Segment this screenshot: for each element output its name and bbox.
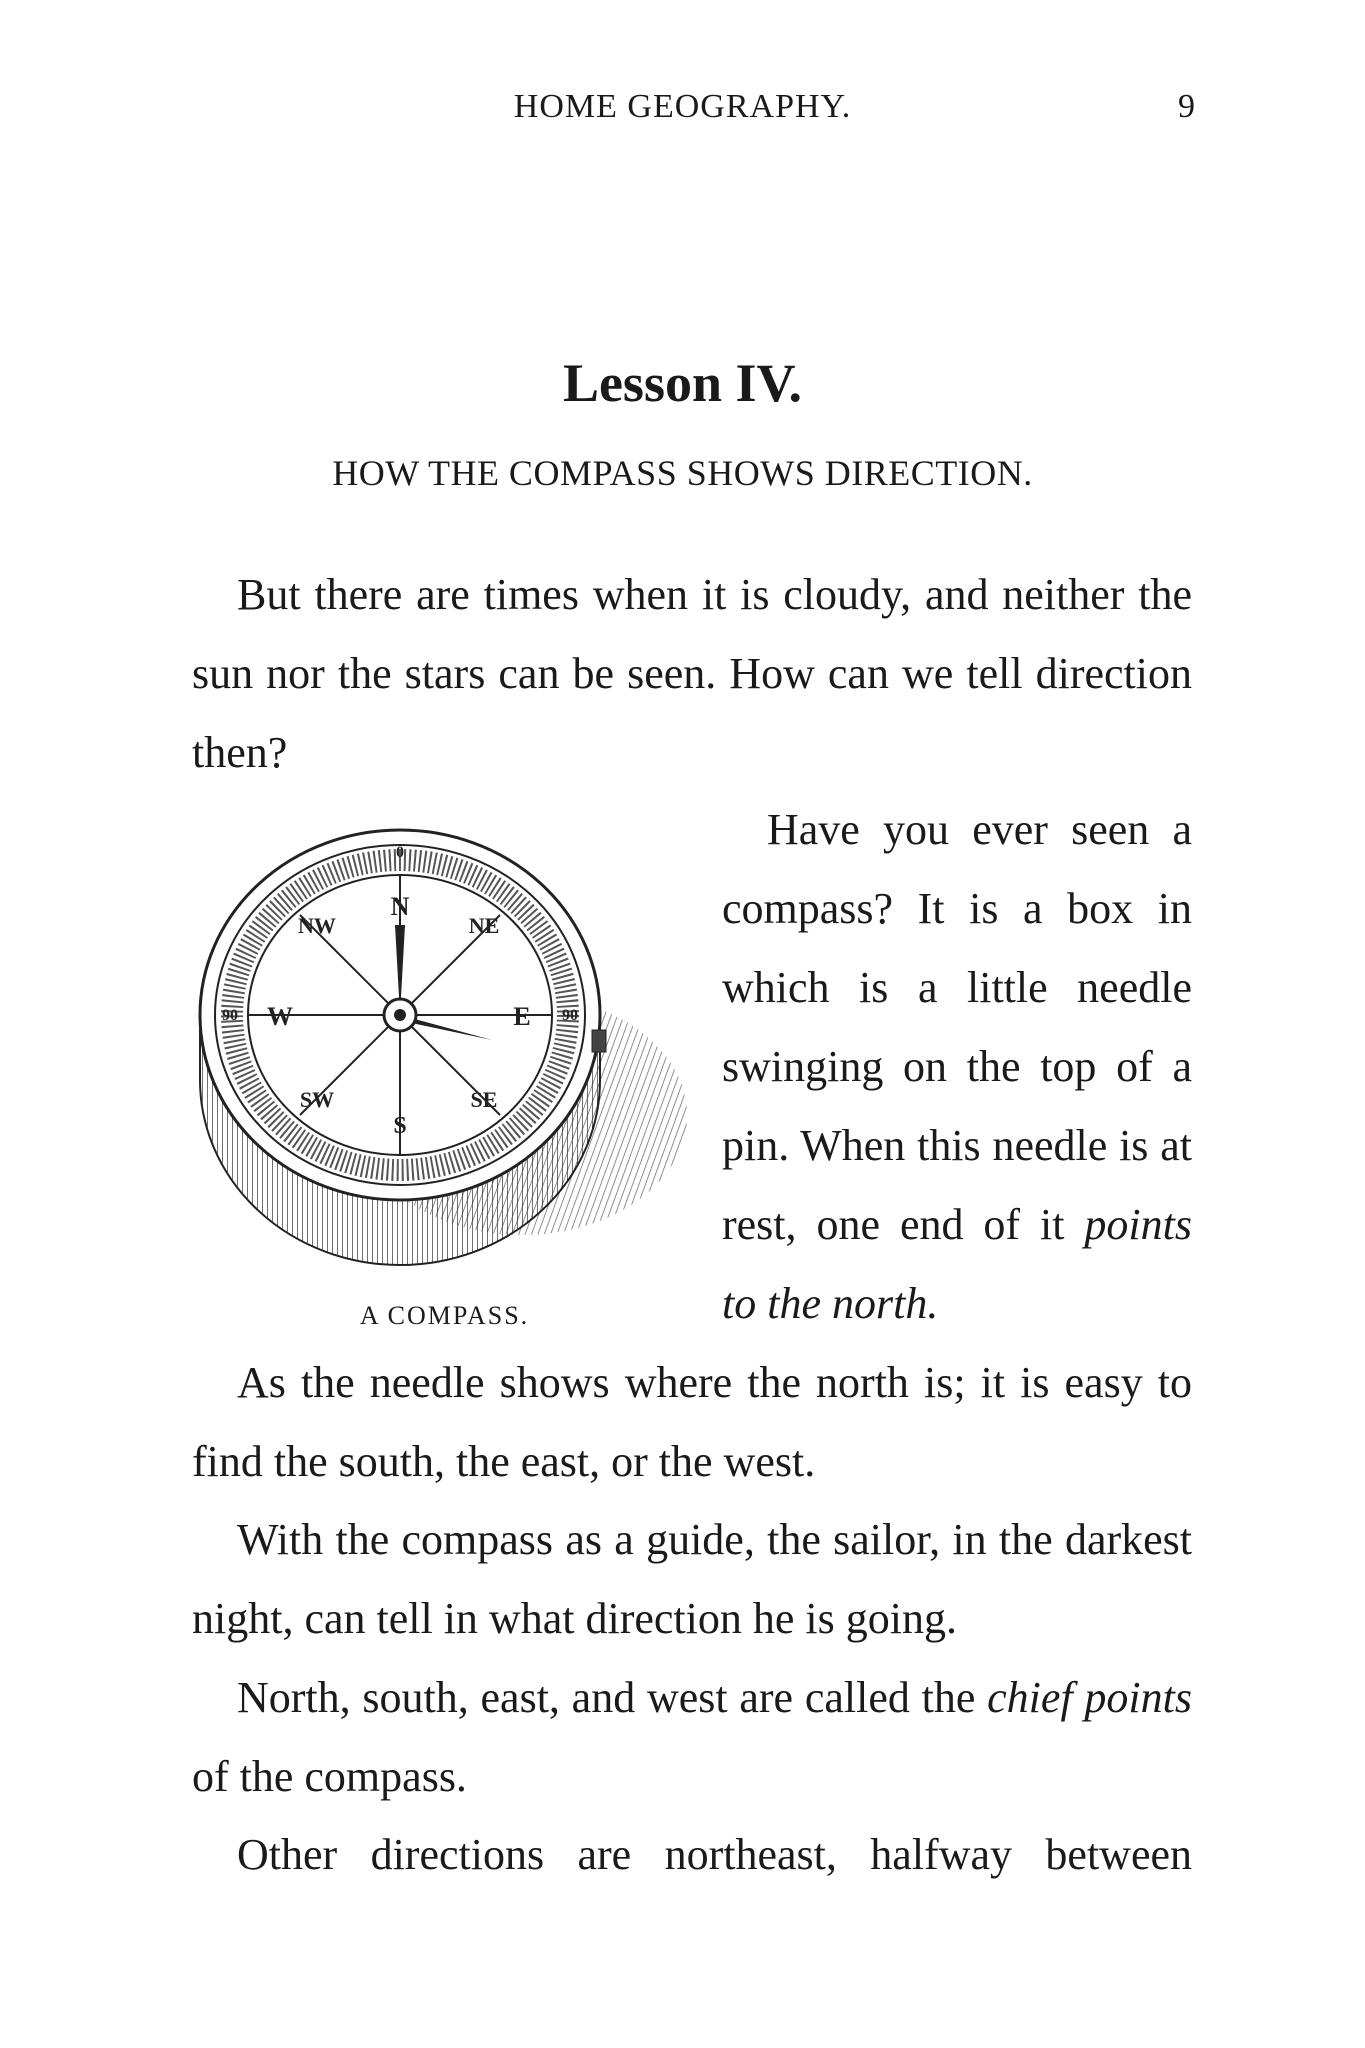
page-number: 9: [1178, 88, 1195, 125]
running-title: HOME GEOGRAPHY.: [513, 88, 852, 125]
lesson-subtitle: HOW THE COMPASS SHOWS DIRECTION.: [332, 453, 1033, 493]
paragraph-4: With the compass as a guide, the sailor, in the darkest night, can tell in what direction he is going.: [192, 1515, 1192, 1643]
paragraph-5-end: of the compass.: [192, 1752, 467, 1801]
compass-icon: [192, 815, 697, 1295]
paragraph-1: But there are times when it is cloudy, and neither the sun nor the stars can be seen. How can we tell direction then?: [192, 570, 1192, 777]
paragraph-5: [192, 1658, 1192, 1816]
lesson-title: Lesson IV.: [562, 353, 803, 413]
dial-label-se: SE: [470, 1087, 498, 1112]
paragraph-5-emphasis: chief points: [987, 1673, 1192, 1722]
paragraph-3: As the needle shows where the north is; it is easy to find the south, the east, or the west.: [192, 1358, 1192, 1486]
paragraph-2-text: Have you ever seen a compass? It is a box in which is a little needle swinging on the top of a pin. When this needle is at rest, one end of it: [722, 805, 1192, 1249]
paragraph-5-start: North, south, east, and west are called the: [237, 1673, 988, 1722]
paragraph-2: [722, 790, 1192, 1343]
paragraph-6: Other directions are northeast, halfway between: [237, 1830, 1192, 1879]
dial-label-sw: SW: [299, 1087, 335, 1112]
dial-degree-right: 90: [562, 1007, 578, 1024]
dial-label-w: W: [267, 1002, 293, 1031]
compass-illustration: [192, 815, 697, 1295]
paragraph-2-emphasis: points to the north.: [722, 1200, 1192, 1328]
dial-label-s: S: [393, 1113, 407, 1139]
figure-caption: A COMPASS.: [359, 1301, 530, 1330]
dial-label-ne: NE: [468, 913, 500, 938]
running-head: [0, 88, 1365, 136]
dial-label-n: N: [390, 892, 410, 921]
dial-degree-top: 0: [396, 844, 404, 861]
dial-label-nw: NW: [298, 913, 336, 938]
dial-degree-left: 90: [222, 1007, 238, 1024]
dial-label-e: E: [513, 1002, 531, 1031]
